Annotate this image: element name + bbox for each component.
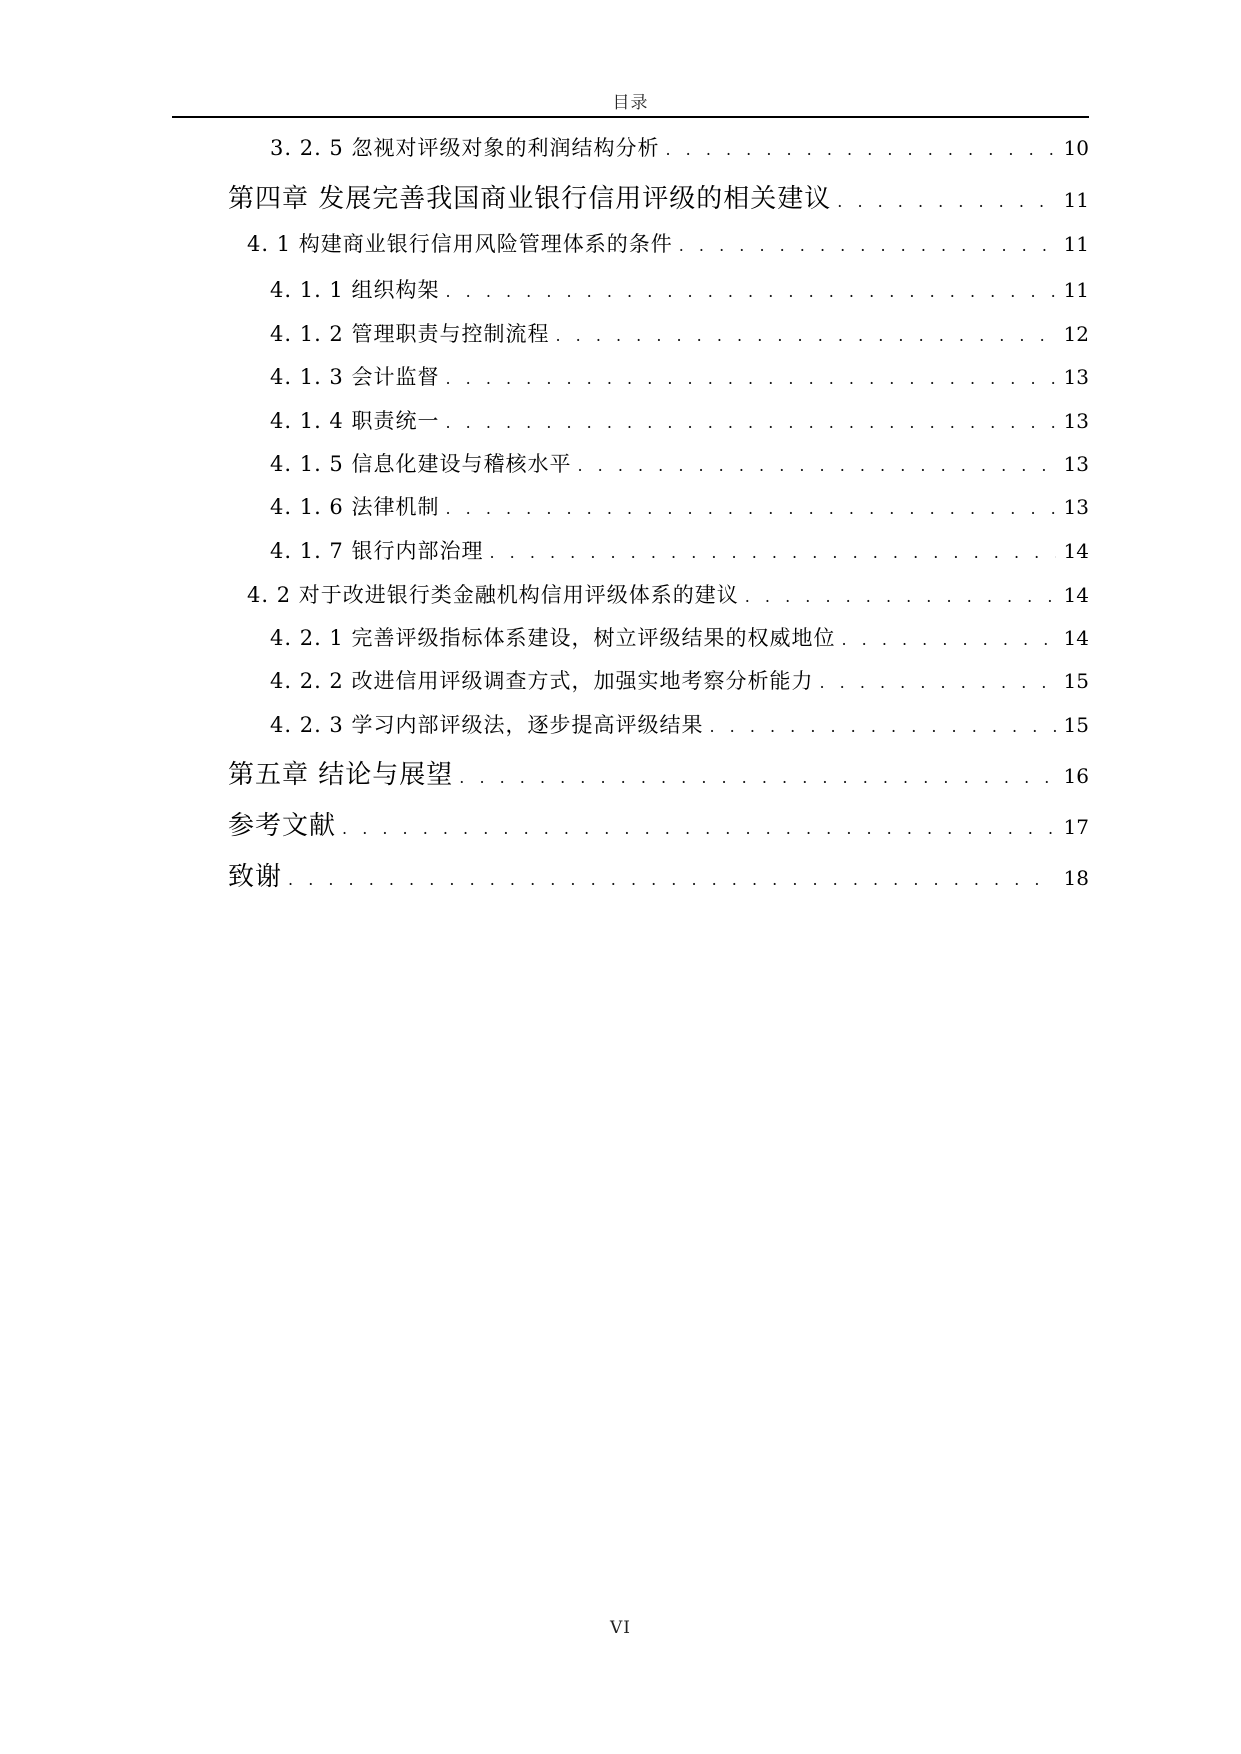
toc-entry-page: 12 (1063, 322, 1089, 346)
toc-entry[interactable] (247, 579, 1089, 609)
toc-entry-page: 13 (1063, 495, 1089, 519)
dot-leader (665, 140, 1055, 159)
toc-entry-label: 4. 1 构建商业银行信用风险管理体系的条件 (247, 232, 673, 256)
toc-entry-page: 13 (1063, 452, 1089, 476)
toc-entry-label: 4. 1. 6 法律机制 (270, 495, 440, 519)
toc-entry[interactable] (228, 856, 1089, 893)
toc-entry[interactable] (270, 491, 1089, 521)
toc-entry-page: 13 (1063, 365, 1089, 389)
toc-entry-page: 16 (1063, 764, 1089, 788)
toc-entry-page: 10 (1063, 136, 1089, 160)
dot-leader (577, 456, 1055, 475)
toc-entry-label: 4. 1. 5 信息化建设与稽核水平 (270, 452, 572, 476)
toc-entry-label: 4. 2. 1 完善评级指标体系建设，树立评级结果的权威地位 (270, 626, 836, 650)
toc-entry-label: 4. 1. 7 银行内部治理 (270, 539, 484, 563)
toc-entry[interactable] (270, 274, 1089, 304)
dot-leader (445, 282, 1055, 301)
toc-entry-label: 4. 2. 2 改进信用评级调查方式，加强实地考察分析能力 (270, 669, 814, 693)
toc-entry[interactable] (228, 754, 1089, 791)
toc-entry[interactable] (270, 535, 1089, 565)
toc-entry[interactable] (270, 709, 1089, 739)
dot-leader (841, 630, 1055, 649)
toc-entry-page: 11 (1063, 188, 1089, 212)
toc-entry[interactable] (270, 405, 1089, 435)
dot-leader (445, 413, 1055, 432)
toc-entry-label: 参考文献 (228, 811, 337, 841)
dot-leader (679, 236, 1056, 255)
toc-entry-page: 14 (1063, 539, 1089, 563)
dot-leader (709, 717, 1055, 736)
toc-entry-label: 4. 2. 3 学习内部评级法，逐步提高评级结果 (270, 713, 704, 737)
header-title: 目录 (612, 93, 649, 113)
toc-entry[interactable] (228, 805, 1089, 842)
dot-leader (555, 326, 1055, 345)
toc-entry[interactable] (270, 318, 1089, 348)
toc-entry-label: 致谢 (228, 862, 283, 892)
toc-entry-label: 第四章 发展完善我国商业银行信用评级的相关建议 (228, 184, 832, 214)
toc-entry[interactable] (270, 132, 1089, 162)
dot-leader (459, 768, 1055, 787)
toc-entry-label: 4. 1. 2 管理职责与控制流程 (270, 322, 550, 346)
dot-leader (445, 369, 1055, 388)
toc-entry[interactable] (270, 622, 1089, 652)
toc-entry-label: 4. 2 对于改进银行类金融机构信用评级体系的建议 (247, 583, 739, 607)
toc-entry-label: 3. 2. 5 忽视对评级对象的利润结构分析 (270, 136, 660, 160)
dot-leader (489, 543, 1055, 562)
dot-leader (288, 870, 1056, 889)
toc-entry-label: 第五章 结论与展望 (228, 760, 454, 790)
toc-entry-page: 11 (1063, 278, 1089, 302)
dot-leader (342, 819, 1056, 838)
toc-entry-page: 14 (1063, 626, 1089, 650)
dot-leader (745, 587, 1056, 606)
toc-entry[interactable] (228, 178, 1089, 215)
toc-entry-page: 14 (1063, 583, 1089, 607)
toc-entry-label: 4. 1. 1 组织构架 (270, 278, 440, 302)
toc-entry[interactable] (270, 665, 1089, 695)
toc-entry-label: 4. 1. 4 职责统一 (270, 409, 440, 433)
toc-entry-page: 15 (1063, 713, 1089, 737)
toc-entry-page: 11 (1063, 232, 1089, 256)
dot-leader (819, 673, 1055, 692)
toc-entry-page: 18 (1063, 866, 1089, 890)
toc-entry[interactable] (247, 228, 1089, 258)
toc-entry-page: 13 (1063, 409, 1089, 433)
page-number: VI (610, 1618, 631, 1638)
dot-leader (445, 499, 1055, 518)
toc-entry[interactable] (270, 448, 1089, 478)
dot-leader (837, 192, 1055, 211)
toc-entry[interactable] (270, 361, 1089, 391)
toc-entry-page: 15 (1063, 669, 1089, 693)
toc-entry-page: 17 (1063, 815, 1089, 839)
toc-entry-label: 4. 1. 3 会计监督 (270, 365, 440, 389)
